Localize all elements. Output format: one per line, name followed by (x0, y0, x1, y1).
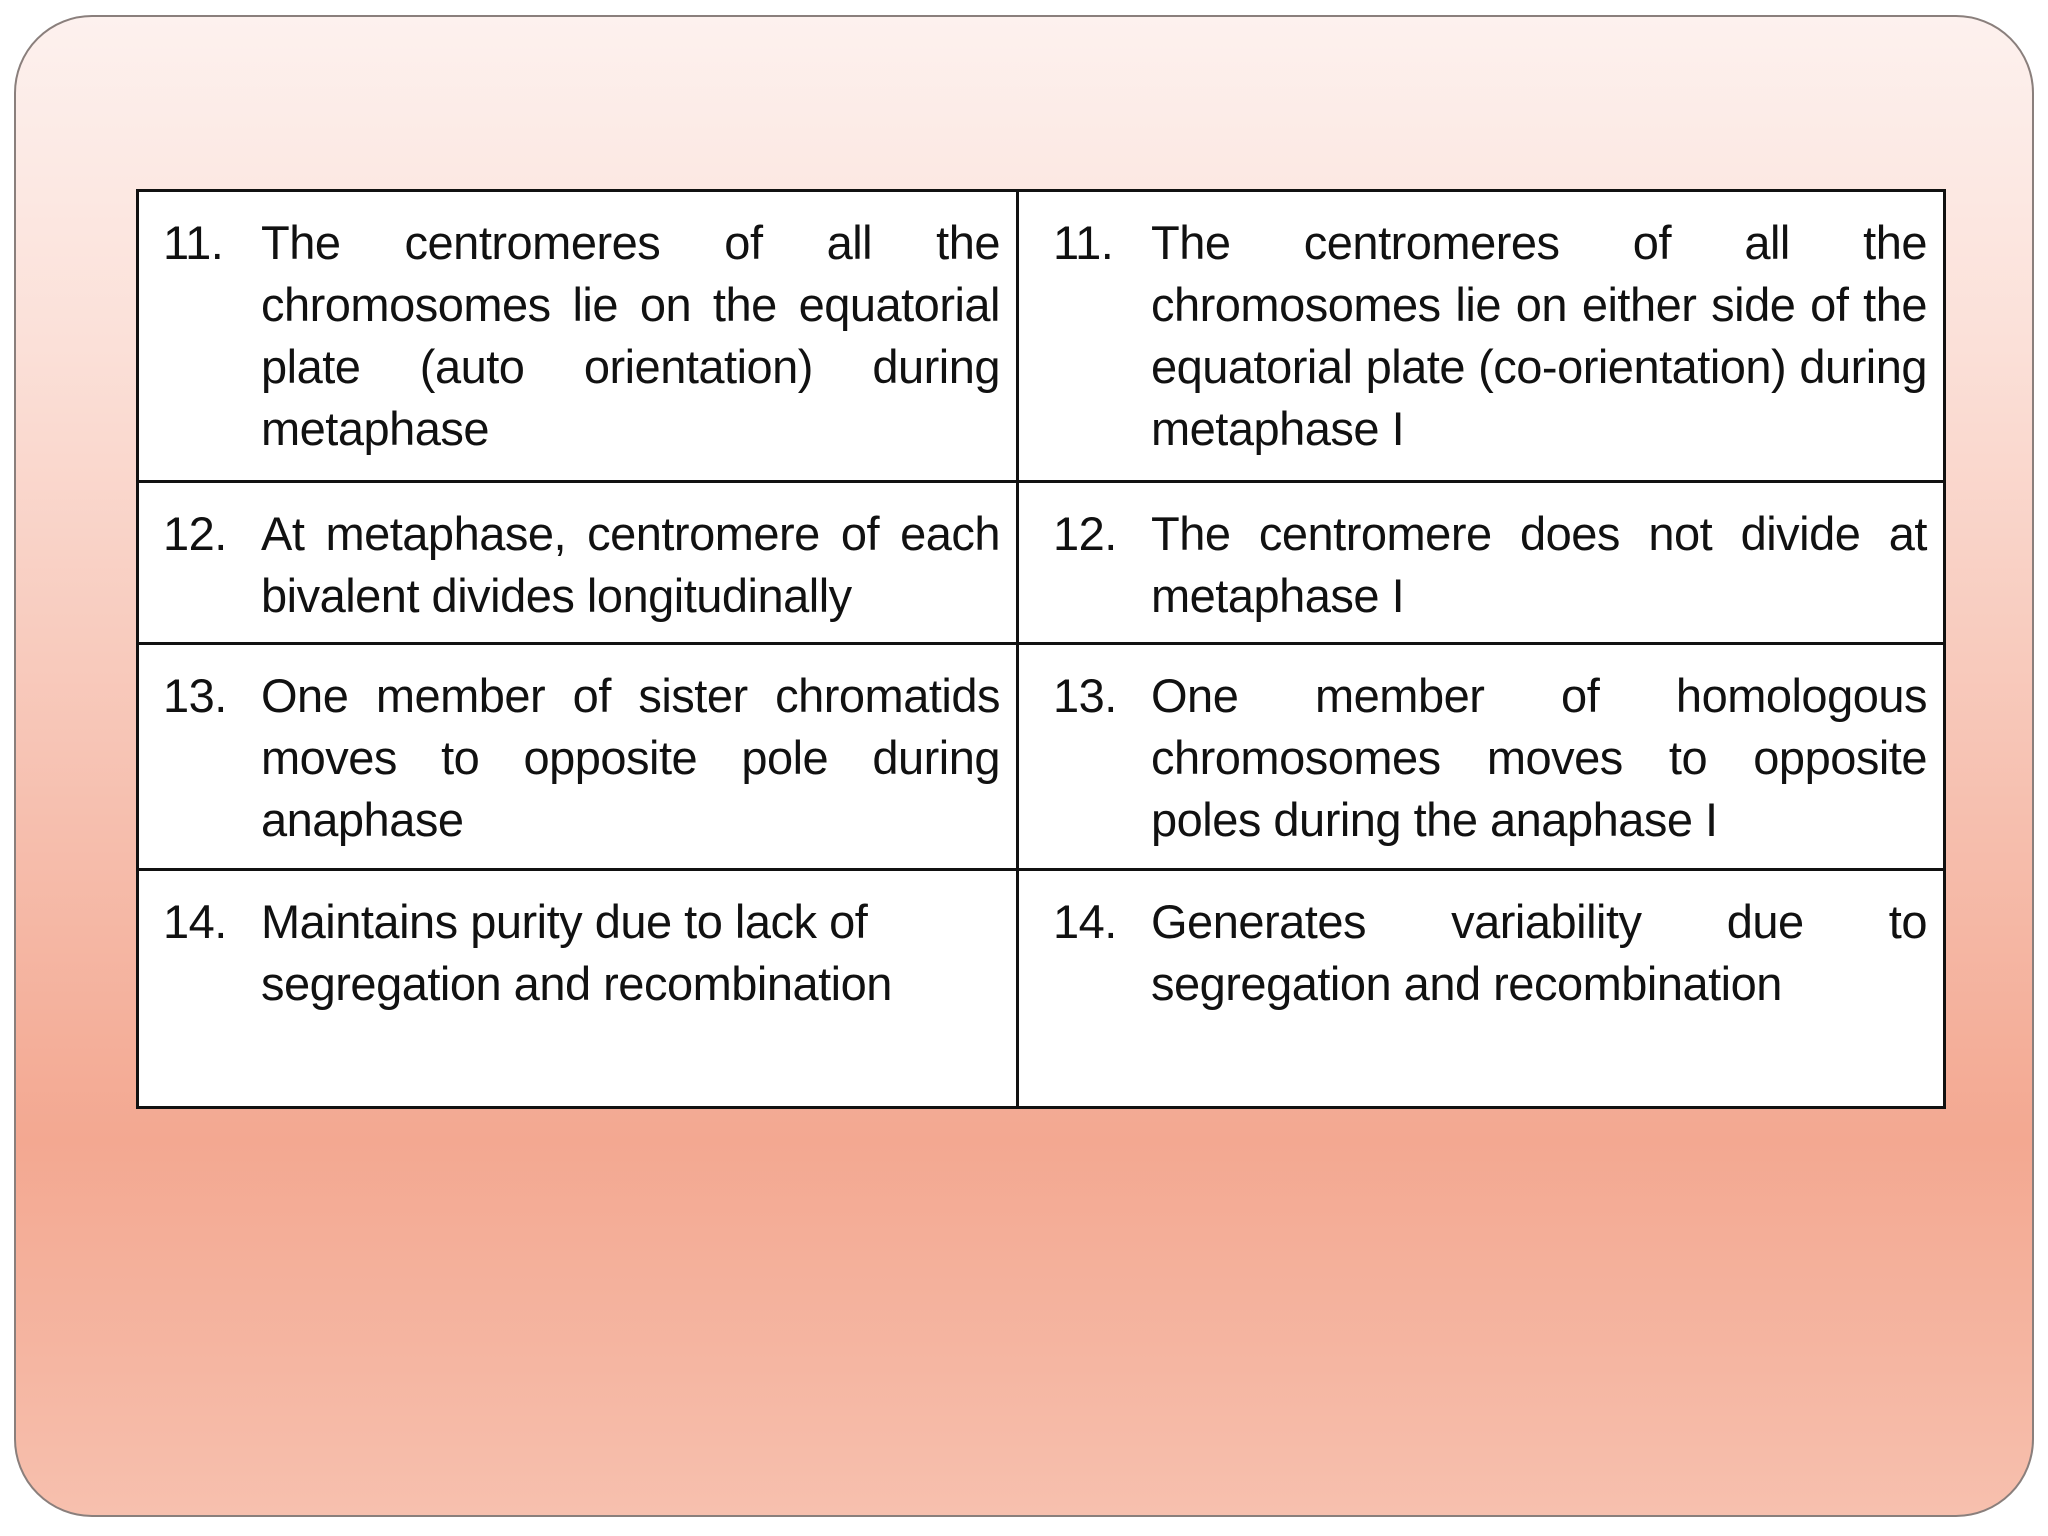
table-cell-right (1019, 483, 1943, 642)
item-text: Maintains purity due to lack of segregation and recombination (261, 895, 892, 1010)
item-text: The centromeres of all the chromosomes lie on the equatorial plate (auto orientation) during metaphase (261, 216, 1000, 455)
table-cell-left (139, 645, 1019, 868)
item-text: One member of homologous chromosomes moves to opposite poles during the anaphase I (1151, 669, 1927, 846)
item-text: One member of sister chromatids moves to opposite pole during anaphase (261, 669, 1000, 846)
item-number: 14. (163, 895, 227, 948)
table-cell-left (139, 192, 1019, 480)
table-cell-left (139, 483, 1019, 642)
table-row (139, 868, 1943, 1106)
table-row (139, 192, 1943, 480)
table-row (139, 480, 1943, 642)
table-cell-right (1019, 871, 1943, 1106)
item-number: 12. (1053, 507, 1117, 560)
item-number: 11. (163, 216, 224, 269)
item-number: 13. (163, 669, 227, 722)
comparison-table (136, 189, 1946, 1109)
table-cell-right (1019, 645, 1943, 868)
item-number: 14. (1053, 895, 1117, 948)
item-number: 11. (1053, 216, 1114, 269)
table-cell-left (139, 871, 1019, 1106)
item-text: The centromeres of all the chromosomes lie on either side of the equatorial plate (co-orientation) during metaphase I (1151, 216, 1927, 455)
item-number: 13. (1053, 669, 1117, 722)
slide-background (14, 15, 2034, 1517)
table-cell-right (1019, 192, 1943, 480)
item-text: The centromere does not divide at metaphase I (1151, 507, 1927, 622)
item-text: Generates variability due to segregation and recombination (1151, 895, 1927, 1010)
item-text: At metaphase, centromere of each bivalent divides longitudinally (261, 507, 1000, 622)
table-row (139, 642, 1943, 868)
item-number: 12. (163, 507, 227, 560)
